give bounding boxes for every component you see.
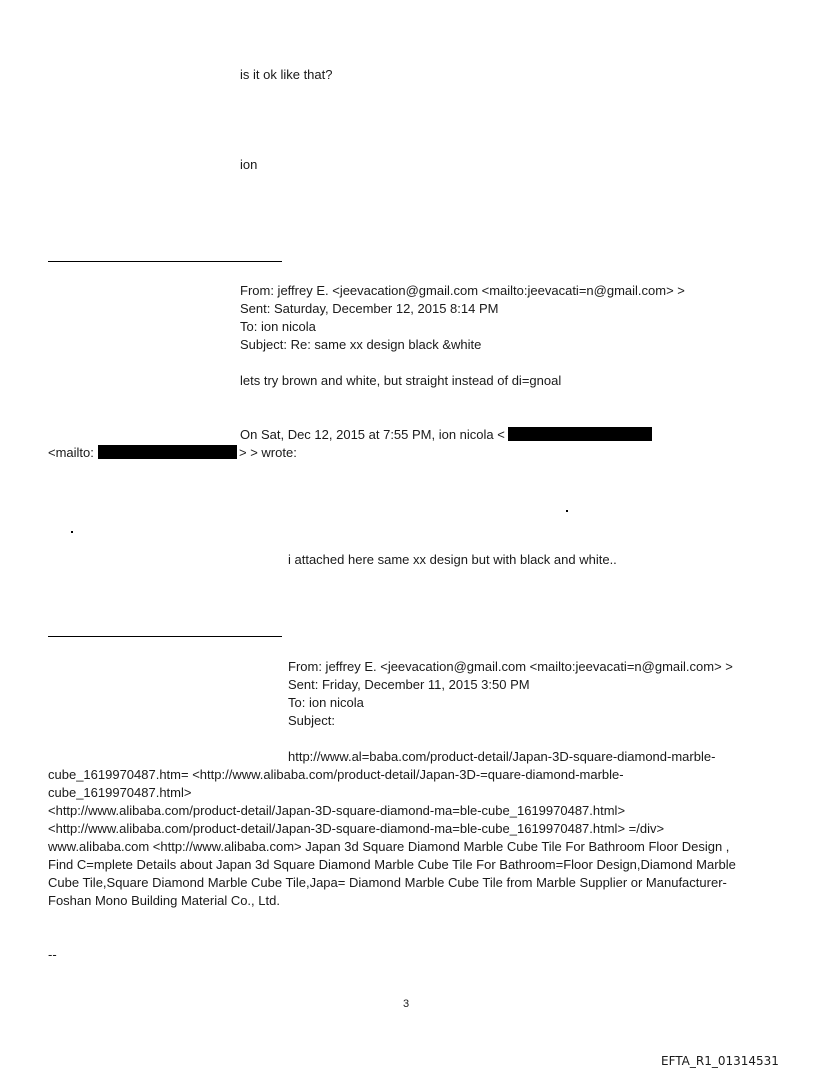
link-line: cube_1619970487.htm= <http://www.alibaba.com/product-detail/Japan-3D-=quare-diamond-marble- [48, 767, 624, 782]
email-subject: Subject: Re: same xx design black &white [240, 337, 482, 352]
description-line: www.alibaba.com <http://www.alibaba.com> Japan 3d Square Diamond Marble Cube Tile For Bathroom Floor Design , [48, 839, 730, 854]
stray-mark [566, 510, 568, 512]
email-sent: Sent: Saturday, December 12, 2015 8:14 PM [240, 301, 499, 316]
separator-rule [48, 261, 282, 262]
link-line: <http://www.alibaba.com/product-detail/Japan-3D-square-diamond-ma=ble-cube_1619970487.html> [48, 803, 626, 818]
email-sent: Sent: Friday, December 11, 2015 3:50 PM [288, 677, 530, 692]
redaction-box [508, 427, 652, 441]
email-from: From: jeffrey E. <jeevacation@gmail.com <mailto:jeevacati=n@gmail.com> > [288, 659, 733, 674]
redaction-box [98, 445, 237, 459]
link-line: http://www.al=baba.com/product-detail/Japan-3D-square-diamond-marble- [288, 749, 716, 764]
link-line: <http://www.alibaba.com/product-detail/Japan-3D-square-diamond-ma=ble-cube_1619970487.html> =/div> [48, 821, 665, 836]
email-from: From: jeffrey E. <jeevacation@gmail.com <mailto:jeevacati=n@gmail.com> > [240, 283, 685, 298]
quote-header: On Sat, Dec 12, 2015 at 7:55 PM, ion nicola < [240, 427, 505, 442]
description-line: Find C=mplete Details about Japan 3d Square Diamond Marble Cube Tile For Bathroom=Floor Design,Diamond Marble [48, 857, 736, 872]
document-id: EFTA_R1_01314531 [661, 1054, 779, 1068]
reply-body: i attached here same xx design but with black and white.. [288, 552, 617, 567]
quote-mailto: <mailto: [48, 445, 94, 460]
email-to: To: ion nicola [240, 319, 316, 334]
description-line: Foshan Mono Building Material Co., Ltd. [48, 893, 280, 908]
page-number: 3 [403, 998, 410, 1010]
message-text: is it ok like that? [240, 67, 333, 82]
quote-wrote: > > wrote: [239, 445, 297, 460]
description-line: Cube Tile,Square Diamond Marble Cube Tile,Japa= Diamond Marble Cube Tile from Marble Supplier or Manufacturer- [48, 875, 727, 890]
email-body: lets try brown and white, but straight instead of di=gnoal [240, 373, 562, 388]
email-to: To: ion nicola [288, 695, 364, 710]
email-subject: Subject: [288, 713, 335, 728]
signature-separator: -- [48, 947, 57, 962]
link-line: cube_1619970487.html> [48, 785, 192, 800]
signature-name: ion [240, 157, 258, 172]
stray-mark [71, 531, 73, 533]
separator-rule [48, 636, 282, 637]
